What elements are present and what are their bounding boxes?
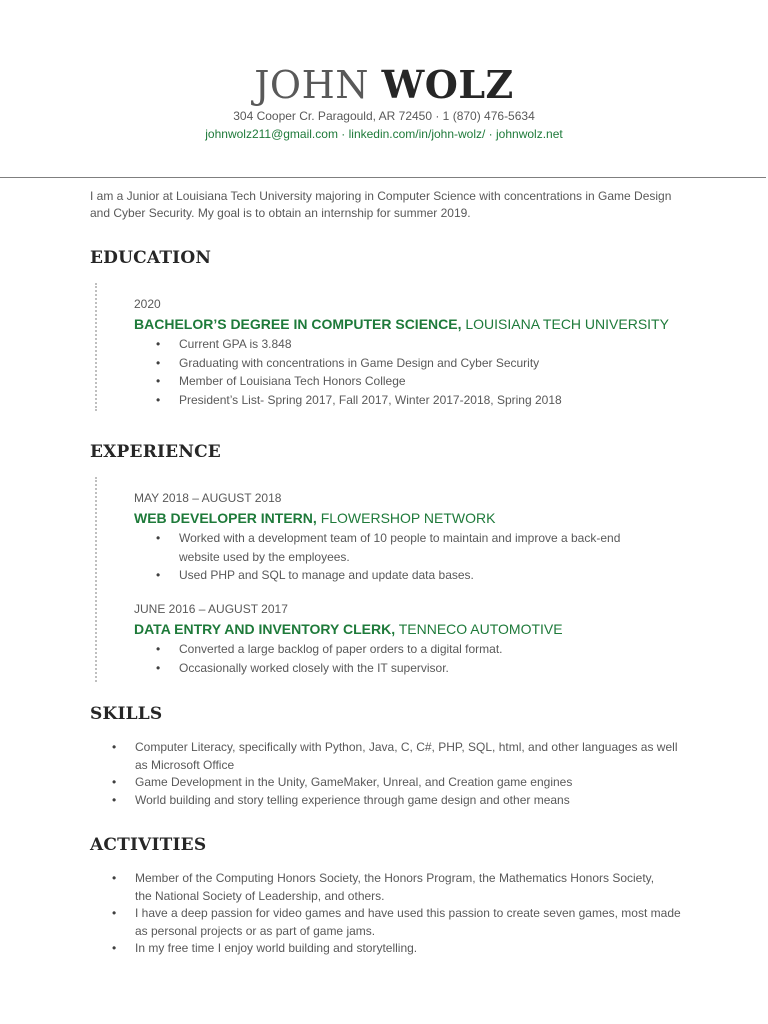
list-item: • Occasionally worked closely with the IT supervisor. bbox=[134, 659, 694, 678]
entry-date: JUNE 2016 – AUGUST 2017 bbox=[134, 602, 288, 616]
entry-role bbox=[134, 314, 694, 334]
entry-role bbox=[134, 508, 694, 528]
experience-timeline-line bbox=[95, 477, 97, 682]
list-item: • Member of Louisiana Tech Honors College bbox=[134, 372, 694, 391]
list-item: • I have a deep passion for video games and have used this passion to create seven games, most made as personal projects or as part of game jams. bbox=[90, 905, 685, 940]
entry-bullet-list bbox=[134, 529, 694, 585]
education-entry bbox=[134, 296, 694, 409]
experience-entry bbox=[134, 490, 694, 585]
separator: · bbox=[485, 127, 497, 141]
activities-list bbox=[90, 869, 680, 958]
list-item: • In my free time I enjoy world building and storytelling. bbox=[90, 940, 680, 958]
header-divider bbox=[0, 177, 766, 178]
list-item: • Game Development in the Unity, GameMaker, Unreal, and Creation game engines bbox=[90, 774, 680, 792]
entry-organization: FLOWERSHOP NETWORK bbox=[320, 510, 496, 526]
address-phone: 304 Cooper Cr. Paragould, AR 72450 · 1 (870) 476-5634 bbox=[233, 109, 535, 123]
experience-entry bbox=[134, 601, 694, 677]
entry-title: WEB DEVELOPER INTERN, bbox=[134, 510, 317, 526]
skills-list bbox=[90, 738, 680, 809]
skills-bullet-list bbox=[90, 739, 680, 809]
list-item: • Current GPA is 3.848 bbox=[134, 335, 694, 354]
education-timeline-line bbox=[95, 283, 97, 411]
list-item: • Graduating with concentrations in Game Design and Cyber Security bbox=[134, 354, 694, 373]
list-item: • World building and story telling experience through game design and other means bbox=[90, 792, 680, 810]
entry-role bbox=[134, 619, 694, 639]
list-item: • Computer Literacy, specifically with Python, Java, C, C#, PHP, SQL, html, and other languages as well as Microsoft Office bbox=[90, 739, 680, 774]
entry-date: MAY 2018 – AUGUST 2018 bbox=[134, 491, 282, 505]
entry-title: BACHELOR’S DEGREE IN COMPUTER SCIENCE, bbox=[134, 316, 462, 332]
activities-heading: ACTIVITIES bbox=[90, 835, 207, 855]
entry-bullet-list bbox=[134, 640, 694, 677]
website-link[interactable]: johnwolz.net bbox=[496, 127, 563, 141]
last-name: WOLZ bbox=[381, 62, 514, 107]
contact-links bbox=[0, 126, 768, 142]
activities-bullet-list bbox=[90, 870, 680, 958]
list-item: • Member of the Computing Honors Society, the Honors Program, the Mathematics Honors Society, the National Society of Leadership, and others. bbox=[90, 870, 655, 905]
list-item: • Worked with a development team of 10 people to maintain and improve a back-end website used by the employees. bbox=[134, 529, 649, 566]
experience-heading: EXPERIENCE bbox=[90, 442, 221, 462]
list-item: • Converted a large backlog of paper orders to a digital format. bbox=[134, 640, 694, 659]
summary-paragraph: I am a Junior at Louisiana Tech University majoring in Computer Science with concentrations in Game Design and Cyber Security. My goal is to obtain an internship for summer 2019. bbox=[90, 189, 672, 220]
email-link[interactable]: johnwolz211@gmail.com bbox=[205, 127, 338, 141]
skills-heading: SKILLS bbox=[90, 704, 163, 724]
entry-date: 2020 bbox=[134, 297, 161, 311]
entry-organization: LOUISIANA TECH UNIVERSITY bbox=[465, 316, 669, 332]
entry-title: DATA ENTRY AND INVENTORY CLERK, bbox=[134, 621, 396, 637]
resume-header bbox=[0, 62, 768, 142]
linkedin-link[interactable]: linkedin.com/in/john-wolz/ bbox=[348, 127, 486, 141]
candidate-name bbox=[0, 62, 768, 108]
list-item: • Used PHP and SQL to manage and update data bases. bbox=[134, 566, 694, 585]
entry-bullet-list bbox=[134, 335, 694, 409]
separator: · bbox=[337, 127, 349, 141]
education-heading: EDUCATION bbox=[90, 248, 212, 268]
first-name: JOHN bbox=[254, 63, 369, 107]
list-item: • President’s List- Spring 2017, Fall 2017, Winter 2017-2018, Spring 2018 bbox=[134, 391, 694, 410]
entry-organization: TENNECO AUTOMOTIVE bbox=[398, 621, 563, 637]
